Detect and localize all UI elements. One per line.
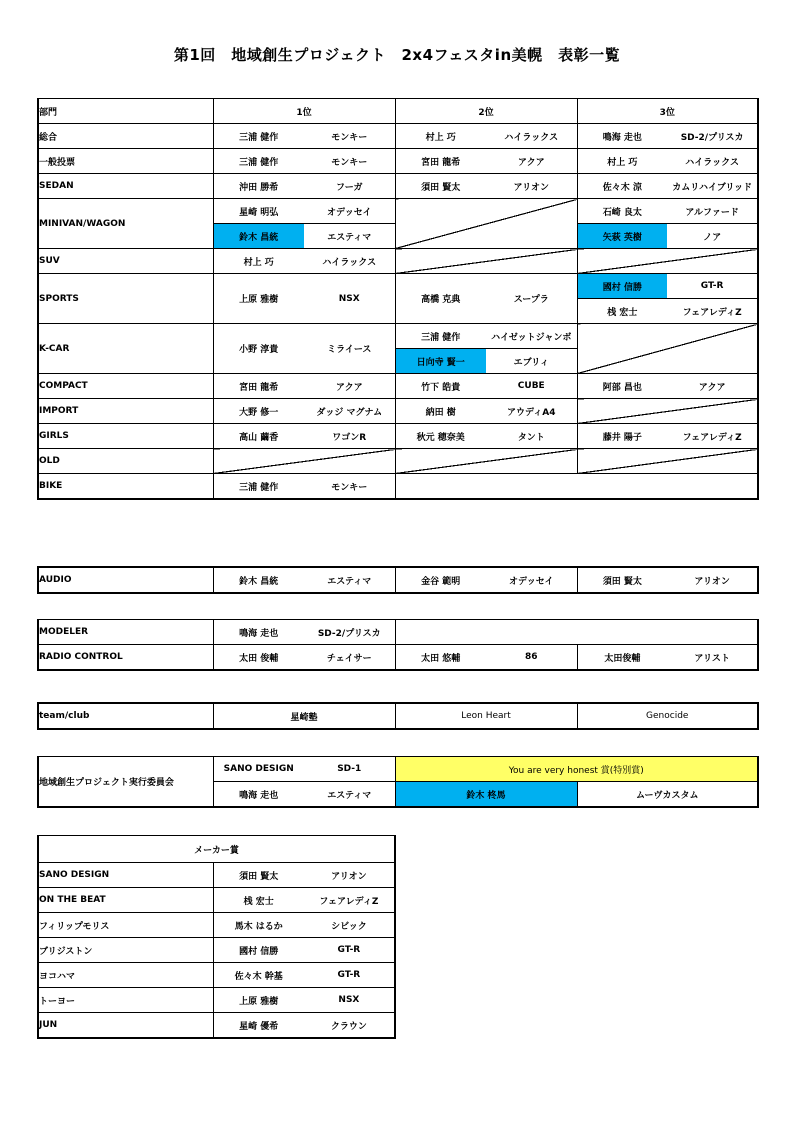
- winner-name: 三浦 健作: [421, 332, 461, 343]
- winner-name: 佐々木 涼: [602, 182, 642, 193]
- category-label: RADIO CONTROL: [38, 645, 213, 671]
- maker-name: ヨコハマ: [38, 963, 213, 988]
- second-place: [395, 567, 577, 593]
- car-model: モンキー: [331, 157, 368, 168]
- third-place: [577, 199, 758, 224]
- car-model: タント: [517, 432, 545, 443]
- maker-winner: [213, 863, 395, 888]
- second-place: [395, 124, 577, 149]
- maker-winner: [213, 1013, 395, 1039]
- maker-row: [38, 963, 395, 988]
- page-title: 第1回 地域創生プロジェクト 2x4フェスタin美幌 表彰一覧: [173, 46, 621, 64]
- award-row-minivan: [38, 199, 758, 224]
- maker-name: JUN: [38, 1013, 213, 1039]
- car-model: ハイラックス: [504, 132, 559, 143]
- second-place: Leon Heart: [395, 703, 577, 729]
- winner-name: 村上 巧: [425, 132, 456, 143]
- winner-name: 桟 宏士: [243, 896, 274, 907]
- maker-row: [38, 913, 395, 938]
- winner-name-text: 鈴木 昌統: [239, 232, 279, 243]
- team-table: [37, 702, 759, 730]
- first-place: [213, 567, 395, 593]
- second-place: [395, 374, 577, 399]
- category-label: GIRLS: [38, 424, 213, 449]
- third-place: [577, 174, 758, 199]
- maker-name: トーヨー: [38, 988, 213, 1013]
- award-row-sports: [38, 274, 758, 299]
- second-place: [395, 645, 577, 671]
- special-award-winner: [395, 782, 577, 808]
- third-place: [577, 645, 758, 671]
- car-model: チェイサー: [326, 653, 372, 664]
- winner-name: 石崎 良太: [602, 207, 642, 218]
- winner-name: 竹下 皓貴: [421, 382, 461, 393]
- winner-name: [578, 224, 668, 248]
- winner-name: 須田 賢太: [421, 182, 461, 193]
- first-place: [213, 149, 395, 174]
- winner-name: 上原 雅樹: [239, 295, 279, 305]
- maker-winner: [213, 888, 395, 913]
- category-label: SPORTS: [38, 274, 213, 324]
- winner-name: 沖田 勝希: [239, 182, 279, 193]
- car-model: クラウン: [330, 1021, 367, 1032]
- car-model: アクア: [517, 157, 545, 168]
- car-model: ノア: [703, 232, 722, 243]
- car-model: ワゴンR: [332, 432, 367, 443]
- maker-award-title: メーカー賞: [38, 836, 395, 863]
- winner-name: 宮田 龍希: [421, 157, 461, 168]
- car-model: CUBE: [517, 381, 545, 391]
- award-row-old: [38, 449, 758, 474]
- car-model: ミライース: [327, 345, 372, 355]
- committee-entry: [213, 757, 395, 782]
- winner-name: 佐々木 幹基: [234, 971, 283, 982]
- category-label: IMPORT: [38, 399, 213, 424]
- winner-name: 星崎 優希: [239, 1021, 279, 1032]
- empty-slot: [213, 449, 395, 474]
- car-model: アリオン: [513, 182, 550, 193]
- empty-slot: [395, 249, 577, 274]
- empty-slot: [395, 620, 758, 645]
- second-place-tie: [395, 349, 577, 374]
- car-model: GT-R: [700, 281, 724, 291]
- winner-name: 桟 宏士: [607, 307, 638, 318]
- winner-name: 藤井 陽子: [602, 432, 642, 443]
- first-place: [213, 249, 395, 274]
- empty-slot: [577, 324, 758, 374]
- winner-name: 小野 淳貴: [239, 345, 279, 355]
- winner-name: 鈴木 昌統: [239, 576, 279, 587]
- maker-name: ON THE BEAT: [38, 888, 213, 913]
- winner-name: 村上 巧: [607, 157, 638, 168]
- maker-name: SANO DESIGN: [38, 863, 213, 888]
- maker-row: [38, 1013, 395, 1039]
- maker-row: [38, 863, 395, 888]
- car-model: モンキー: [331, 132, 368, 143]
- second-place: [395, 174, 577, 199]
- car-model: 86: [524, 652, 538, 662]
- winner-name: 太田俊輔: [604, 653, 641, 664]
- second-place: [395, 399, 577, 424]
- header-row: [38, 99, 758, 124]
- car-model: スープラ: [513, 295, 549, 305]
- winner-name: 三浦 健作: [239, 132, 279, 143]
- award-row-import: [38, 399, 758, 424]
- header-third: 3位: [577, 99, 758, 124]
- winner-name: 阿部 昌也: [602, 382, 642, 393]
- first-place: [213, 620, 395, 645]
- award-row-compact: [38, 374, 758, 399]
- category-label: AUDIO: [38, 567, 213, 593]
- third-place-tie: [577, 224, 758, 249]
- car-model: カムリハイブリッド: [672, 182, 752, 193]
- car-model: アクア: [698, 382, 726, 393]
- third-place-tie: [577, 299, 758, 324]
- maker-award-rows: [38, 863, 395, 1039]
- winner-name: 鳴海 走也: [239, 628, 279, 639]
- first-place: [213, 374, 395, 399]
- first-place: [213, 474, 395, 500]
- car-model: ムーヴカスタム: [635, 790, 699, 801]
- first-place: [213, 124, 395, 149]
- special-award-title: You are very honest 賞(特別賞): [508, 765, 644, 776]
- winner-name: [214, 224, 305, 248]
- maker-name: フィリップモリス: [38, 913, 213, 938]
- car-model: SD-2/プリスカ: [317, 628, 381, 639]
- category-label: SUV: [38, 249, 213, 274]
- third-place: [577, 567, 758, 593]
- first-place: 星崎塾: [213, 703, 395, 729]
- car-model: フェアレディZ: [319, 896, 379, 907]
- maker-winner: [213, 963, 395, 988]
- car-model: アクア: [335, 382, 363, 393]
- third-place: Genocide: [577, 703, 758, 729]
- car-model: GT-R: [337, 945, 361, 955]
- winner-name: 三浦 健作: [239, 482, 279, 493]
- winner-name: 國村 信勝: [239, 946, 279, 957]
- category-label: team/club: [38, 703, 213, 729]
- car-model: ハイラックス: [685, 157, 739, 168]
- winner-name: [578, 274, 668, 298]
- modeler-table: [37, 619, 759, 671]
- empty-slot: [395, 449, 577, 474]
- first-place: [213, 645, 395, 671]
- empty-slot: [395, 474, 758, 500]
- category-label: 総合: [38, 124, 213, 149]
- category-label: OLD: [38, 449, 213, 474]
- category-label: K-CAR: [38, 324, 213, 374]
- second-place: [395, 274, 577, 324]
- award-row-sogo: [38, 124, 758, 149]
- award-row-ippan: [38, 149, 758, 174]
- winner-name: 金谷 範明: [421, 576, 461, 587]
- winner-name: 須田 賢太: [602, 576, 642, 587]
- car-model: アリオン: [331, 871, 367, 882]
- award-row-suv: [38, 249, 758, 274]
- category-label: MODELER: [38, 620, 213, 645]
- special-award: [395, 757, 758, 782]
- winner-name: 太田 俊輔: [239, 653, 279, 664]
- category-label: MINIVAN/WAGON: [38, 199, 213, 249]
- category-label: COMPACT: [38, 374, 213, 399]
- winner-name: 鳴海 走也: [239, 790, 279, 801]
- winner-name: 馬木 はるか: [234, 921, 283, 932]
- header-category: 部門: [38, 99, 213, 124]
- designer-name: SANO DESIGN: [223, 764, 294, 774]
- car-model: アリオン: [694, 576, 730, 587]
- third-place: [577, 274, 758, 299]
- second-place: [395, 424, 577, 449]
- winner-name: 三浦 健作: [239, 157, 279, 168]
- third-place: [577, 374, 758, 399]
- first-place: [213, 424, 395, 449]
- car-model: エスティマ: [327, 576, 372, 587]
- first-place-tie: [213, 224, 395, 249]
- header-second: 2位: [395, 99, 577, 124]
- winner-name-text: 日向寺 賢一: [416, 357, 465, 368]
- car-model: NSX: [338, 995, 360, 1005]
- car-model: ダッジ マグナム: [316, 407, 383, 418]
- first-place: [213, 199, 395, 224]
- winner-name: 秋元 穂奈美: [416, 432, 465, 443]
- car-model: エスティマ: [327, 232, 372, 243]
- car-model: アウディA4: [506, 407, 556, 418]
- winner-name-text: 國村 信勝: [602, 282, 642, 293]
- first-place: [213, 399, 395, 424]
- winner-name: 高橋 克典: [421, 295, 461, 305]
- car-model: エスティマ: [327, 790, 372, 801]
- car-model: NSX: [338, 293, 360, 304]
- maker-name: ブリジストン: [38, 938, 213, 963]
- winner-name: 鳴海 走也: [602, 132, 642, 143]
- maker-winner: [213, 913, 395, 938]
- car-model: フェアレディZ: [682, 432, 742, 443]
- maker-winner: [213, 988, 395, 1013]
- award-row-kcar: [38, 324, 758, 349]
- empty-slot: [577, 399, 758, 424]
- second-place: [395, 324, 577, 349]
- third-place: [577, 149, 758, 174]
- winner-name: 大野 修一: [239, 407, 279, 418]
- winner-name: 納田 樹: [425, 407, 456, 418]
- maker-row: [38, 938, 395, 963]
- committee-entry: [213, 782, 395, 808]
- header-first: 1位: [213, 99, 395, 124]
- empty-slot: [577, 249, 758, 274]
- category-label: 一般投票: [38, 149, 213, 174]
- car-model: シビック: [331, 921, 367, 932]
- car-model: オデッセイ: [326, 207, 372, 218]
- winner-name: 星崎 明弘: [239, 207, 279, 218]
- winner-name: 村上 巧: [243, 257, 274, 268]
- empty-slot: [577, 449, 758, 474]
- car-model: SD-1: [337, 764, 362, 774]
- maker-winner: [213, 938, 395, 963]
- car-model: オデッセイ: [508, 576, 554, 587]
- car-model: ハイゼットジャンボ: [491, 332, 572, 343]
- car-model: フーガ: [335, 182, 363, 193]
- audio-table: [37, 566, 759, 594]
- award-row-bike: [38, 474, 758, 500]
- first-place: [213, 274, 395, 324]
- maker-award-table: [37, 835, 396, 1039]
- category-label: 地域創生プロジェクト実行委員会: [38, 757, 213, 808]
- winner-name: 上原 雅樹: [239, 996, 279, 1007]
- winner-name: 須田 賢太: [239, 871, 279, 882]
- car-model: モンキー: [331, 482, 368, 493]
- winner-name: [396, 349, 487, 373]
- third-place: [577, 424, 758, 449]
- maker-row: [38, 888, 395, 913]
- award-row-sedan: [38, 174, 758, 199]
- first-place: [213, 324, 395, 374]
- winner-name: 鈴木 柊馬: [466, 790, 506, 801]
- award-row-girls: [38, 424, 758, 449]
- empty-slot: [395, 199, 577, 249]
- car-model: アルファード: [685, 207, 739, 218]
- third-place: [577, 124, 758, 149]
- first-place: [213, 174, 395, 199]
- category-label: BIKE: [38, 474, 213, 500]
- car-model: エブリィ: [513, 357, 549, 368]
- committee-table: [37, 756, 759, 808]
- maker-row: [38, 988, 395, 1013]
- car-model: ハイラックス: [322, 257, 377, 268]
- winner-name-text: 矢萩 英樹: [602, 232, 642, 243]
- winner-name: 高山 繭香: [239, 432, 279, 443]
- awards-table: [37, 98, 759, 500]
- car-model: GT-R: [337, 970, 361, 980]
- special-award-car: [577, 782, 758, 808]
- category-label: SEDAN: [38, 174, 213, 199]
- second-place: [395, 149, 577, 174]
- car-model: フェアレディZ: [682, 307, 742, 318]
- car-model: SD-2/プリスカ: [680, 132, 744, 143]
- car-model: アリスト: [694, 653, 730, 664]
- winner-name: 太田 悠輔: [421, 653, 461, 664]
- winner-name: 宮田 龍希: [239, 382, 279, 393]
